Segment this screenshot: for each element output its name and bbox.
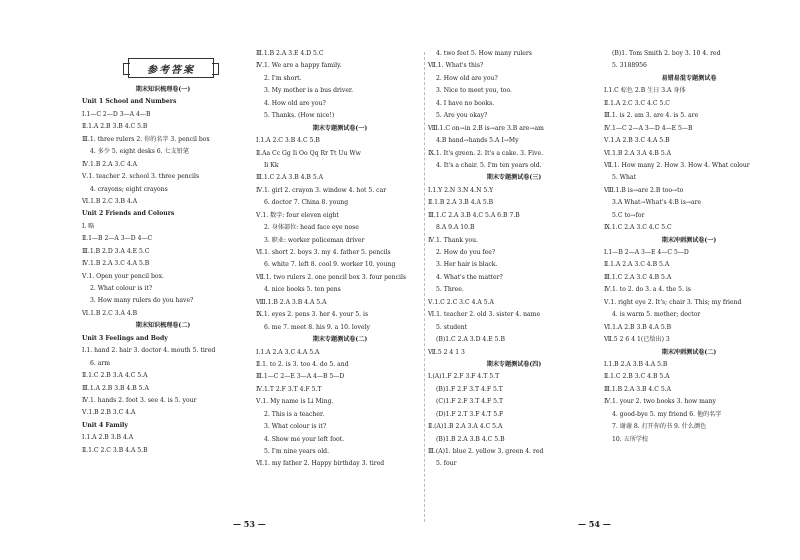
answer-line: Ⅶ.5 2 6 4 1(已给出) 3 — [604, 336, 670, 344]
answer-line: 4. How old are you? — [264, 99, 326, 107]
answer-line: 8.A 9.A 10.B — [436, 224, 475, 232]
section-heading: 易错易混专题测试卷 — [661, 74, 717, 82]
section-heading: 期末专题测试卷(四) — [486, 360, 542, 368]
answer-line: 4.B hand→hands 5.A I→My — [436, 137, 519, 145]
answer-line: 6. arm — [90, 359, 111, 367]
answer-line: Ⅳ.1. Thank you. — [428, 236, 478, 244]
answer-line: 5. I'm nine years old. — [264, 448, 330, 455]
answer-line: 4. nice books 5. ten pens — [264, 286, 341, 294]
answer-line: Ⅵ.1.A 2.B 3.B 4.A 5.B — [604, 323, 672, 331]
answer-line: 5. What — [612, 174, 637, 182]
answer-line: (D)1.F 2.T 3.F 4.T 5.F — [436, 410, 504, 418]
answer-line: 2. I'm short. — [264, 74, 302, 82]
answer-line: Ⅵ.1. teacher 2. old 3. sister 4. name — [428, 311, 541, 319]
answer-line: Ⅳ.1. girl 2. crayon 3. window 4. hot 5. car — [256, 186, 387, 194]
answer-line: Ⅳ.1. your 2. two books 3. how many — [604, 398, 716, 406]
answer-line: Ⅱ.1. to 2. is 3. too 4. do 5. and — [256, 360, 349, 368]
answer-line: Ⅸ.1.C 2.A 3.C 4.C 5.C — [604, 224, 672, 232]
answer-line: Ⅳ.1.T 2.F 3.T 4.F 5.T — [256, 385, 322, 393]
answer-line: Ⅲ.1.B 2.A 3.E 4.D 5.C — [256, 50, 324, 57]
answer-line: Ⅴ.1.C 2.C 3.C 4.A 5.A — [428, 298, 494, 306]
answer-line: (B)1. Tom Smith 2. boy 3. 10 4. red — [612, 50, 721, 57]
answer-line: Ⅵ.1.B 2.A 3.A 4.B 5.A — [604, 149, 672, 157]
answer-line: Ⅶ.1. How many 2. How 3. How 4. What colour — [604, 161, 750, 169]
answer-line: Ⅴ.1.B 2.B 3.C 4.A — [82, 409, 136, 417]
answer-line: Ⅴ.1. right eye 2. It's; chair 3. This; my friend — [604, 298, 742, 306]
answer-line: Ⅴ.1. Open your pencil box. — [82, 272, 164, 280]
answer-line: 4. What's the matter? — [436, 273, 503, 281]
answer-line: 3. 职业: worker policeman driver — [264, 236, 365, 244]
answer-line: 5. four — [436, 460, 457, 468]
title-text: 参考答案 — [147, 64, 195, 76]
answer-line: Ⅰ.1.A 2.C 3.B 4.C 5.B — [256, 137, 320, 145]
answer-line: Ⅰ. 略 — [82, 222, 95, 230]
answer-line: 10. 五所学校 — [612, 435, 649, 443]
answer-line: 3. My mother is a bus driver. — [264, 87, 354, 95]
answer-line: Ⅲ.1.B 2.A 3.B 4.C 5.A — [604, 385, 672, 393]
answer-line: Ⅰ.1.C 棕色 2.B 生日 3.A 身体 — [604, 87, 686, 95]
answer-line: Ⅵ.1.B 2.C 3.A 4.B — [82, 309, 138, 317]
answer-line: (C)1.F 2.F 3.T 4.F 5.T — [436, 398, 504, 406]
answer-line: Ⅱ.1.B 2.A 3.B 4.A 5.B — [428, 199, 494, 207]
column-2 — [256, 48, 424, 471]
answer-line: Ⅳ.1. to 2. do 3. a 4. the 5. is — [604, 286, 691, 294]
unit-heading: Unit 1 School and Numbers — [82, 98, 177, 106]
answer-line: 2. 身体部位: head face eye nose — [264, 224, 359, 232]
answer-line: Ⅱ.1.A 2.A 3.C 4.B 5.A — [604, 261, 670, 269]
answer-line: Ⅲ.1.A 2.B 3.B 4.B 5.A — [82, 384, 149, 392]
section-heading: 期末冲刺测试卷(一) — [661, 236, 717, 244]
answer-line: 2. This is a teacher. — [264, 410, 325, 418]
answer-line: 3.A What→What's 4.B is→are — [612, 199, 702, 207]
answer-line: Ⅵ.1. short 2. boys 3. my 4. father 5. pencils — [256, 249, 391, 256]
unit-heading: Unit 2 Friends and Colours — [82, 210, 175, 218]
answer-line: 4. crayons; eight crayons — [90, 185, 168, 193]
page-title — [128, 58, 214, 78]
answer-line: Ⅰ.1—B 2—A 3—E 4—C 5—D — [604, 249, 689, 256]
answer-line: 5.C to→for — [612, 211, 645, 219]
answer-line: 5. Three. — [436, 286, 464, 294]
answer-line: 2. How do you fee? — [436, 249, 496, 256]
answer-line: Ⅴ.1. teacher 2. school 3. three pencils — [82, 173, 200, 181]
answer-line: Ⅶ.1. two rulers 2. one pencil box 3. four pencils — [256, 273, 407, 281]
answer-line: Ⅷ.1.B 2.A 3.B 4.A 5.A — [256, 298, 327, 306]
answer-line: Ⅲ.1. is 2. am 3. are 4. is 5. are — [604, 112, 699, 120]
section-heading: 期末冲刺测试卷(二) — [661, 348, 717, 356]
answer-line: Ⅰ.(A)1.F 2.F 3.F 4.T 5.T — [428, 373, 500, 381]
answer-line: Ⅳ.1.B 2.A 3.C 4.A 5.B — [82, 260, 150, 268]
answer-line: Ⅱ.(A)1.B 2.A 3.A 4.C 5.A — [428, 423, 503, 431]
answer-line: Ⅲ.1.C 2.A 3.B 4.C 5.A 6.B 7.B — [428, 211, 520, 219]
section-heading: 期末专题测试卷(二) — [312, 336, 368, 344]
answer-line: 5. student — [436, 323, 468, 331]
answer-line: Ⅵ.1. my father 2. Happy birthday 3. tired — [256, 460, 385, 468]
answer-line: Ⅲ.1.C 2.A 3.C 4.B 5.A — [604, 273, 672, 281]
answer-line: Ⅱ.1.C 2.C 3.B 4.A 5.B — [82, 446, 148, 454]
answer-line: 4. Show me your left foot. — [264, 435, 345, 443]
answer-line: 5. Thanks. (How nice!) — [264, 112, 335, 120]
answer-line: Ⅳ.1.B 2.A 3.C 4.A — [82, 160, 138, 168]
section-heading: 期末知识梳理卷(一) — [135, 86, 191, 93]
answer-line: 3. Nice to meet you, too. — [436, 87, 512, 95]
answer-line: Ⅱ.1.C 2.B 3.C 4.B 5.A — [604, 373, 670, 381]
answer-line: Ⅳ.1. hands 2. foot 3. see 4. is 5. your — [82, 396, 197, 404]
answer-line: 2. What colour is it? — [90, 285, 153, 292]
answer-line: 6. white 7. left 8. cool 9. worker 10. young — [264, 261, 396, 269]
answer-line: 3. What colour is it? — [264, 423, 327, 431]
answer-line: Ⅱ.1.C 2.B 3.A 4.C 5.A — [82, 372, 148, 380]
unit-heading: Unit 4 Family — [82, 421, 128, 429]
answer-line: 2. How old are you? — [436, 74, 498, 82]
answer-line: (B)1.B 2.A 3.B 4.C 5.B — [436, 435, 505, 443]
page-number-right: — 54 — — [578, 519, 611, 529]
answer-line: Ⅴ.1. 数字: four eleven eight — [256, 211, 339, 219]
answer-line: Ⅷ.1.C on→in 2.B is→are 3.B are→am — [428, 124, 544, 132]
column-1 — [82, 84, 244, 457]
answer-line: (B)1.C 2.A 3.D 4.E 5.B — [436, 336, 505, 344]
answer-line: Ⅶ.1. What's this? — [428, 62, 484, 70]
column-4 — [604, 48, 774, 446]
answer-line: Ⅱ.1—B 2—A 3—D 4—C — [82, 235, 153, 243]
section-heading: 期末专题测试卷(三) — [486, 174, 542, 182]
answer-line: Ⅳ.1—C 2—A 3—D 4—E 5—B — [604, 124, 693, 132]
answer-line: Ⅲ.1. three rulers 2. 你的名字 3. pencil box — [82, 135, 210, 143]
answer-line: 3. Her hair is black. — [436, 261, 498, 269]
answer-line: 6. doctor 7. China 8. young — [264, 199, 349, 207]
answer-line: Ⅱ.1.A 2.B 3.B 4.C 5.B — [82, 123, 148, 131]
answer-line: Ⅱ.Aa Cc Gg Ii Oo Qq Rr Tt Uu Ww — [256, 149, 361, 157]
unit-heading: Unit 3 Feelings and Body — [82, 334, 168, 342]
answer-line: Ⅰ.1.A 2.B 3.B 4.A — [82, 434, 134, 442]
answer-line: (B)1.F 2.F 3.T 4.F 5.T — [436, 385, 503, 393]
answer-line: Ⅳ.1. We are a happy family. — [256, 62, 342, 70]
answer-line: 4. 多少 5. eight desks 6. 七支铅笔 — [90, 148, 189, 156]
section-heading: 期末专题测试卷(一) — [312, 124, 368, 132]
answer-line: Ⅲ.1.C 2.A 3.B 4.B 5.A — [256, 174, 324, 182]
answer-line: 4. good-bye 5. my friend 6. 他的名字 — [612, 410, 722, 418]
answer-line: Ⅴ.1.A 2.B 3.C 4.A 5.B — [604, 137, 670, 145]
page-divider — [424, 52, 425, 522]
answer-line: 5. 3188956 — [612, 62, 647, 70]
answer-line: 5. Are you okay? — [436, 112, 488, 120]
page-number-left: — 53 — — [233, 519, 266, 529]
answer-line: 4. two feet 5. How many rulers — [436, 50, 532, 57]
answer-line: Ⅲ.1—C 2—E 3—A 4—B 5—D — [256, 373, 345, 381]
answer-line: Ⅰ.1.Y 2.N 3.N 4.N 5.Y — [428, 186, 494, 194]
answer-line: 6. me 7. meet 8. his 9. a 10. lovely — [264, 323, 370, 331]
answer-line: Ⅰ.1.A 2.A 3.C 4.A 5.A — [256, 348, 320, 356]
answer-line: 4. I have no books. — [436, 99, 495, 107]
answer-line: Ⅰ.1.B 2.A 3.B 4.A 5.B — [604, 360, 668, 368]
answer-line: Ⅰ.1. hand 2. hair 3. doctor 4. mouth 5. tired — [82, 347, 216, 355]
answer-line: 4. It's a chair. 5. I'm ten years old. — [436, 161, 542, 169]
answer-line: Ⅸ.1. It's green. 2. It's a cake. 3. Five. — [428, 149, 544, 157]
answer-line: Ⅰ.1—C 2—D 3—A 4—B — [82, 110, 151, 118]
answer-line: 3. How many rulers do you have? — [90, 297, 194, 305]
answer-line: Ⅷ.1.B is→are 2.B too→to — [604, 186, 684, 194]
answer-line: 4. is warm 5. mother; doctor — [612, 311, 701, 319]
answer-line: Ⅵ.1.B 2.C 3.B 4.A — [82, 197, 138, 205]
answer-line: Ⅶ.5 2 4 1 3 — [428, 348, 465, 356]
answer-line: 7. 谢谢 8. 打开你的书 9. 什么颜色 — [612, 423, 707, 431]
answer-line: Ⅲ.(A)1. blue 2. yellow 3. green 4. red — [428, 448, 544, 455]
answer-line: Ii Kk — [264, 161, 279, 169]
answer-line: Ⅸ.1. eyes 2. pens 3. her 4. your 5. is — [256, 311, 369, 319]
answer-line: Ⅴ.1. My name is Li Ming. — [256, 398, 334, 406]
section-heading: 期末知识梳理卷(二) — [135, 322, 191, 330]
column-3 — [428, 48, 600, 471]
answer-line: Ⅱ.1.A 2.C 3.C 4.C 5.C — [604, 99, 670, 107]
answer-line: Ⅲ.1.B 2.D 3.A 4.E 5.C — [82, 247, 150, 255]
